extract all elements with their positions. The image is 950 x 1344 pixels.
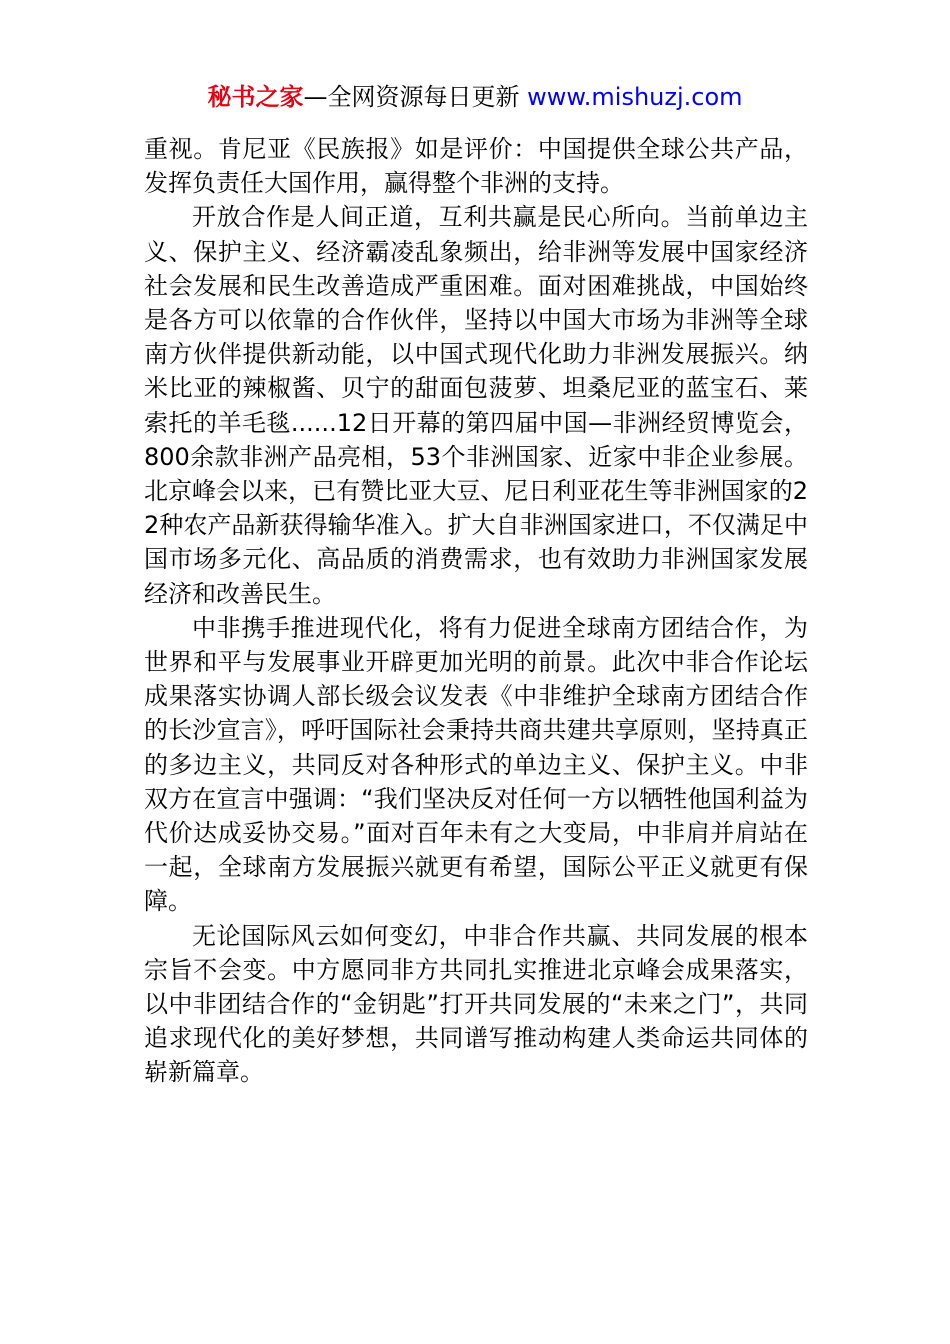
site-tagline: —全网资源每日更新 xyxy=(303,83,520,111)
paragraph-1: 重视。肯尼亚《民族报》如是评价：中国提供全球公共产品，发挥负责任大国作用，赢得整个非洲的支持。 xyxy=(144,135,808,198)
page-header xyxy=(0,80,950,114)
site-url-link[interactable]: www.mishuzj.com xyxy=(527,83,743,111)
article-body xyxy=(144,132,808,1090)
paragraph-2: 开放合作是人间正道，互利共赢是民心所向。当前单边主义、保护主义、经济霸凌乱象频出，给非洲等发展中国家经济社会发展和民生改善造成严重困难。面对困难挑战，中国始终是各方可以依靠的合作伙伴，坚持以中国大市场为非洲等全球南方伙伴提供新动能，以中国式现代化助力非洲发展振兴。纳米比亚的辣椒酱、贝宁的甜面包菠萝、坦桑尼亚的蓝宝石、莱索托的羊毛毯......12日开幕的第四届中国—非洲经贸博览会，800余款非洲产品亮相，53个非洲国家、近家中非企业参展。北京峰会以来，已有赞比亚大豆、尼日利亚花生等非洲国家的22种农产品新获得输华准入。扩大自非洲国家进口，不仅满足中国市场多元化、高品质的消费需求，也有效助力非洲国家发展经济和改善民生。 xyxy=(144,203,808,608)
paragraph-4: 无论国际风云如何变幻，中非合作共赢、共同发展的根本宗旨不会变。中方愿同非方共同扎实推进北京峰会成果落实，以中非团结合作的“金钥匙”打开共同发展的“未来之门”，共同追求现代化的美好梦想，共同谱写推动构建人类命运共同体的崭新篇章。 xyxy=(144,921,808,1087)
paragraph-3: 中非携手推进现代化，将有力促进全球南方团结合作，为世界和平与发展事业开辟更加光明的前景。此次中非合作论坛成果落实协调人部长级会议发表《中非维护全球南方团结合作的长沙宣言》，呼吁国际社会秉持共商共建共享原则，坚持真正的多边主义，共同反对各种形式的单边主义、保护主义。中非双方在宣言中强调：“我们坚决反对任何一方以牺牲他国利益为代价达成妥协交易。”面对百年未有之大变局，中非肩并肩站在一起，全球南方发展振兴就更有希望，国际公平正义就更有保障。 xyxy=(144,613,808,916)
site-brand: 秘书之家 xyxy=(207,83,304,111)
